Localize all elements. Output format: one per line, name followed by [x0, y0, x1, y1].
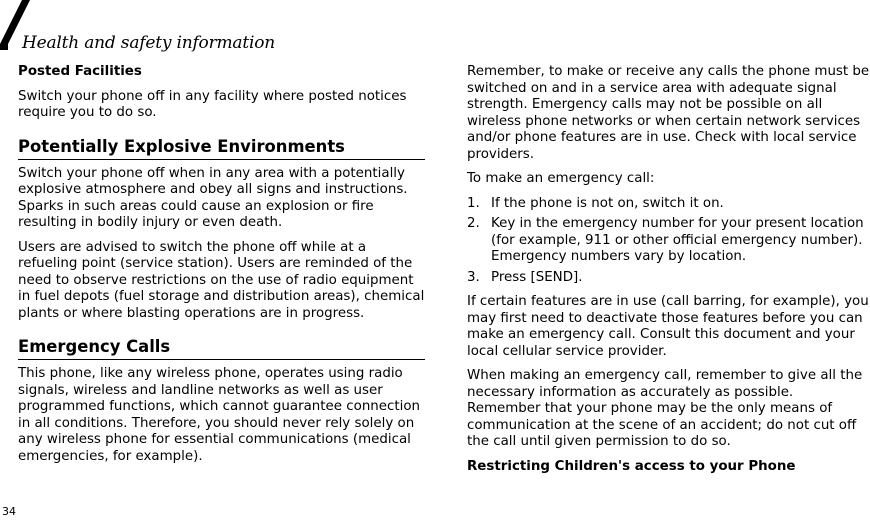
step-number: 2. — [467, 216, 480, 231]
emergency-call-intro: To make an emergency call: — [467, 171, 655, 186]
page-header-title: Health and safety information — [22, 33, 276, 53]
step-item — [467, 196, 870, 213]
posted-facilities-body: Switch your phone off in any facility where posted notices require you to do so. — [18, 88, 407, 120]
step-number: 3. — [467, 269, 480, 285]
restricting-children-title: Restricting Children's access to your Phone — [467, 458, 796, 474]
step-text: If the phone is not on, switch it on. — [491, 195, 724, 211]
posted-facilities-title: Posted Facilities — [18, 64, 142, 79]
explosive-environments-heading: Potentially Explosive Environments — [18, 137, 425, 160]
emergency-paragraph-1: This phone, like any wireless phone, operates using radio signals, wireless and landline networks as well as user programmed functions, which cannot guarantee connection in all conditions. Therefore, you should never rely solely on any wireless phone for essential communications (medical emergencies, for example). — [18, 366, 421, 464]
emergency-call-steps — [467, 196, 870, 287]
step-item — [467, 270, 870, 287]
signal-requirement-paragraph: Remember, to make or receive any calls the phone must be switched on and in a service area with adequate signal strength. Emergency calls may not be possible on all wireless phone networks or when certain network services and/or phone features are in use. Check with local service providers. — [467, 64, 870, 162]
emergency-calls-heading: Emergency Calls — [18, 337, 425, 360]
explosive-paragraph-1: Switch your phone off when in any area with a potentially explosive atmosphere and obey all signs and instructions. Sparks in such areas could cause an explosion or fire resulting in bodily injury or even death. — [18, 165, 408, 230]
right-column — [467, 64, 870, 483]
step-text: Key in the emergency number for your present location (for example, 911 or other official emergency number). Emergency numbers vary by location. — [491, 216, 864, 264]
information-paragraph: When making an emergency call, remember to give all the necessary information as accurately as possible. Remember that your phone may be the only means of communication at the scene of an accident; do not cut off the call until given permission to do so. — [467, 368, 863, 449]
call-barring-paragraph: If certain features are in use (call barring, for example), you may first need to deactivate those features before you can make an emergency call. Consult this document and your local cellular service provider. — [467, 294, 869, 359]
step-number: 1. — [467, 195, 480, 211]
explosive-paragraph-2: Users are advised to switch the phone off while at a refueling point (service station). Users are reminded of the need to observe restrictions on the use of radio equipment in fuel depots (fuel storage and distribution areas), chemical plants or where blasting operations are in progress. — [18, 239, 425, 321]
step-item — [467, 216, 870, 266]
page-number: 34 — [2, 505, 16, 518]
left-column — [18, 64, 425, 473]
step-text: Press [SEND]. — [491, 269, 583, 285]
